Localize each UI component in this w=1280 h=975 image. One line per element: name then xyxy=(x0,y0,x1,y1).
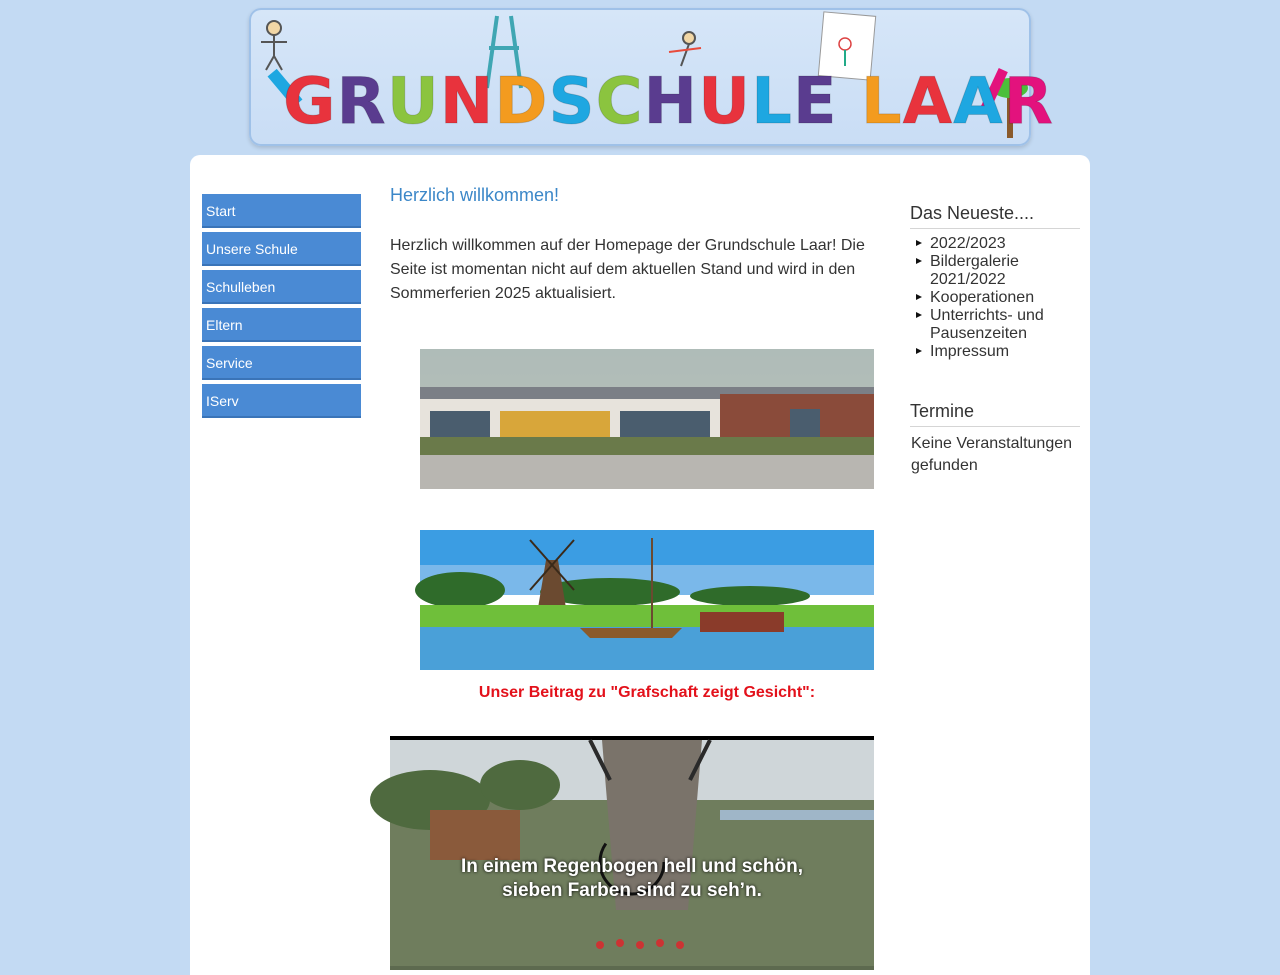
video-caption: Unser Beitrag zu "Grafschaft zeigt Gesicht": xyxy=(478,684,816,701)
news-item-kooperationen[interactable]: Kooperationen xyxy=(910,289,1080,307)
logo-letter: A xyxy=(902,65,954,139)
school-building-photo xyxy=(420,349,874,489)
logo-letter: L xyxy=(860,65,903,139)
news-item-2022-2023[interactable]: 2022/2023 xyxy=(910,235,1080,253)
main-navigation xyxy=(202,194,361,422)
news-list xyxy=(910,235,1080,361)
school-logo xyxy=(283,62,1054,142)
logo-letter: H xyxy=(643,65,699,139)
logo-letter: D xyxy=(494,65,549,139)
logo-letter: L xyxy=(751,65,793,139)
right-sidebar xyxy=(910,203,1080,477)
news-item-impressum[interactable]: Impressum xyxy=(910,343,1080,361)
nav-item-iserv[interactable]: IServ xyxy=(202,384,361,418)
logo-letter: U xyxy=(698,65,752,139)
news-title: Das Neueste.... xyxy=(910,203,1080,229)
logo-letter: R xyxy=(336,65,387,139)
video-subtitle-line-2: sieben Farben sind zu seh’n. xyxy=(502,880,762,901)
news-item-unterrichtszeiten[interactable]: Unterrichts- und Pausenzeiten xyxy=(910,307,1080,343)
intro-text: Herzlich willkommen auf der Homepage der Grundschule Laar! Die Seite ist momentan nicht auf dem aktuellen Stand und wird in den Sommerferien 2025 aktualisiert. xyxy=(390,237,865,302)
video-thumbnail xyxy=(390,740,874,966)
windmill-photo xyxy=(420,530,874,670)
nav-item-eltern[interactable]: Eltern xyxy=(202,308,361,342)
nav-item-service[interactable]: Service xyxy=(202,346,361,380)
logo-letter: U xyxy=(386,65,440,139)
nav-item-unsere-schule[interactable]: Unsere Schule xyxy=(202,232,361,266)
logo-letter: A xyxy=(953,65,1004,139)
video-player[interactable] xyxy=(390,736,874,970)
nav-item-schulleben[interactable]: Schulleben xyxy=(202,270,361,304)
events-title: Termine xyxy=(910,401,1080,427)
logo-letter: G xyxy=(283,65,337,139)
logo-letter: C xyxy=(595,65,644,139)
logo-letter: R xyxy=(1003,65,1054,139)
news-item-bildergalerie[interactable]: Bildergalerie 2021/2022 xyxy=(910,253,1080,289)
main-content xyxy=(390,185,874,306)
logo-letter: E xyxy=(792,65,838,139)
logo-letter xyxy=(838,65,861,139)
logo-letter: N xyxy=(439,65,495,139)
page-title: Herzlich willkommen! xyxy=(390,185,560,205)
main-panel xyxy=(190,155,1090,975)
logo-letter: S xyxy=(548,65,596,139)
site-banner[interactable] xyxy=(249,8,1054,146)
events-empty-text: Keine Veranstaltungen gefunden xyxy=(911,435,1073,474)
video-subtitle-line-1: In einem Regenbogen hell und schön, xyxy=(460,856,804,877)
nav-item-start[interactable]: Start xyxy=(202,194,361,228)
